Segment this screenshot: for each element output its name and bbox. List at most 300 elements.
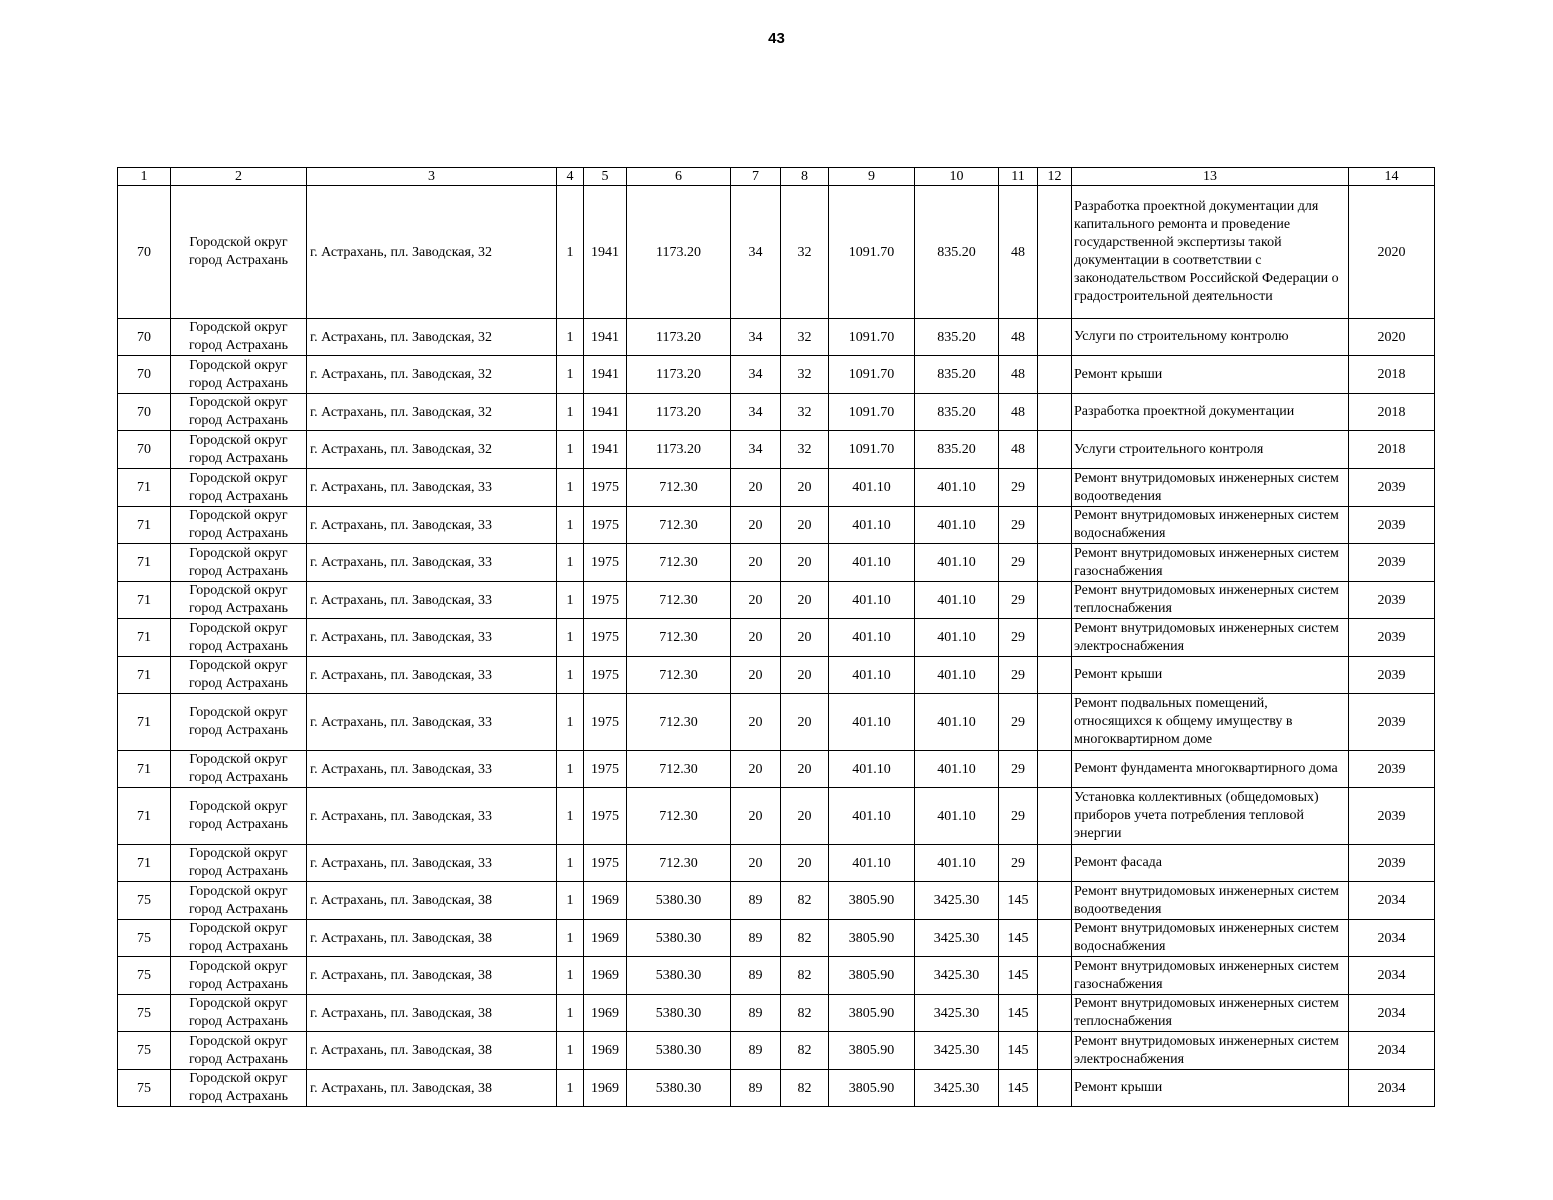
municipality-cell: Городской округ город Астрахань <box>171 1032 307 1070</box>
row-index-cell: 71 <box>118 507 171 544</box>
work-type-cell: Ремонт фасада <box>1072 845 1349 882</box>
total-area-cell: 5380.30 <box>627 882 731 920</box>
table-row <box>118 1032 1435 1070</box>
table-row <box>118 394 1435 431</box>
cell-4-cell: 1 <box>557 544 584 582</box>
address-cell: г. Астрахань, пл. Заводская, 33 <box>307 845 557 882</box>
planned-year-cell: 2034 <box>1349 1032 1435 1070</box>
cell-7-cell: 34 <box>731 319 781 356</box>
cell-8-cell: 20 <box>781 507 829 544</box>
municipality-cell: Городской округ город Астрахань <box>171 431 307 469</box>
cell-4-cell: 1 <box>557 845 584 882</box>
planned-year-cell: 2018 <box>1349 356 1435 394</box>
column-number-10: 10 <box>915 168 999 186</box>
area-9-cell: 3805.90 <box>829 1070 915 1107</box>
year-built-cell: 1975 <box>584 469 627 507</box>
planned-year-cell: 2034 <box>1349 882 1435 920</box>
residents-cell: 29 <box>999 507 1038 544</box>
municipality-cell: Городской округ город Астрахань <box>171 845 307 882</box>
year-built-cell: 1975 <box>584 657 627 694</box>
row-index-cell: 71 <box>118 619 171 657</box>
cell-12-cell <box>1038 319 1072 356</box>
cell-7-cell: 20 <box>731 544 781 582</box>
cell-7-cell: 89 <box>731 995 781 1032</box>
total-area-cell: 712.30 <box>627 507 731 544</box>
table-row <box>118 957 1435 995</box>
planned-year-cell: 2039 <box>1349 507 1435 544</box>
column-number-13: 13 <box>1072 168 1349 186</box>
cell-7-cell: 34 <box>731 186 781 319</box>
total-area-cell: 712.30 <box>627 582 731 619</box>
residents-cell: 48 <box>999 394 1038 431</box>
address-cell: г. Астрахань, пл. Заводская, 38 <box>307 995 557 1032</box>
year-built-cell: 1975 <box>584 582 627 619</box>
column-number-9: 9 <box>829 168 915 186</box>
address-cell: г. Астрахань, пл. Заводская, 33 <box>307 751 557 788</box>
cell-12-cell <box>1038 582 1072 619</box>
area-9-cell: 1091.70 <box>829 319 915 356</box>
total-area-cell: 1173.20 <box>627 431 731 469</box>
cell-7-cell: 20 <box>731 469 781 507</box>
cell-7-cell: 34 <box>731 356 781 394</box>
cell-4-cell: 1 <box>557 582 584 619</box>
residents-cell: 29 <box>999 788 1038 845</box>
work-type-cell: Услуги строительного контроля <box>1072 431 1349 469</box>
cell-4-cell: 1 <box>557 657 584 694</box>
area-10-cell: 835.20 <box>915 394 999 431</box>
municipality-cell: Городской округ город Астрахань <box>171 186 307 319</box>
cell-7-cell: 20 <box>731 582 781 619</box>
address-cell: г. Астрахань, пл. Заводская, 33 <box>307 544 557 582</box>
table-row <box>118 319 1435 356</box>
residents-cell: 48 <box>999 431 1038 469</box>
cell-12-cell <box>1038 1032 1072 1070</box>
year-built-cell: 1975 <box>584 788 627 845</box>
row-index-cell: 71 <box>118 751 171 788</box>
cell-8-cell: 32 <box>781 394 829 431</box>
cell-12-cell <box>1038 186 1072 319</box>
work-type-cell: Разработка проектной документации для капитального ремонта и проведение государственной экспертизы такой документации в соответствии с законодательством Российской Федерации о градостроительной деятельности <box>1072 186 1349 319</box>
row-index-cell: 75 <box>118 1032 171 1070</box>
work-type-cell: Ремонт внутридомовых инженерных систем водоотведения <box>1072 882 1349 920</box>
work-type-cell: Ремонт внутридомовых инженерных систем водоснабжения <box>1072 920 1349 957</box>
year-built-cell: 1969 <box>584 1070 627 1107</box>
work-type-cell: Ремонт внутридомовых инженерных систем теплоснабжения <box>1072 995 1349 1032</box>
cell-4-cell: 1 <box>557 431 584 469</box>
area-10-cell: 3425.30 <box>915 920 999 957</box>
cell-12-cell <box>1038 882 1072 920</box>
table-row <box>118 845 1435 882</box>
residents-cell: 29 <box>999 694 1038 751</box>
cell-4-cell: 1 <box>557 957 584 995</box>
cell-7-cell: 34 <box>731 394 781 431</box>
cell-4-cell: 1 <box>557 619 584 657</box>
area-10-cell: 401.10 <box>915 694 999 751</box>
planned-year-cell: 2039 <box>1349 788 1435 845</box>
residents-cell: 29 <box>999 751 1038 788</box>
row-index-cell: 71 <box>118 694 171 751</box>
cell-7-cell: 34 <box>731 431 781 469</box>
work-type-cell: Ремонт внутридомовых инженерных систем теплоснабжения <box>1072 582 1349 619</box>
work-type-cell: Ремонт внутридомовых инженерных систем водоотведения <box>1072 469 1349 507</box>
row-index-cell: 71 <box>118 788 171 845</box>
total-area-cell: 5380.30 <box>627 995 731 1032</box>
address-cell: г. Астрахань, пл. Заводская, 32 <box>307 186 557 319</box>
residents-cell: 29 <box>999 544 1038 582</box>
address-cell: г. Астрахань, пл. Заводская, 32 <box>307 431 557 469</box>
residents-cell: 48 <box>999 186 1038 319</box>
cell-8-cell: 82 <box>781 957 829 995</box>
work-type-cell: Ремонт крыши <box>1072 1070 1349 1107</box>
residents-cell: 29 <box>999 469 1038 507</box>
municipality-cell: Городской округ город Астрахань <box>171 544 307 582</box>
column-number-4: 4 <box>557 168 584 186</box>
cell-7-cell: 20 <box>731 751 781 788</box>
year-built-cell: 1975 <box>584 619 627 657</box>
repair-schedule-table <box>117 167 1435 1107</box>
address-cell: г. Астрахань, пл. Заводская, 32 <box>307 319 557 356</box>
cell-8-cell: 20 <box>781 619 829 657</box>
cell-12-cell <box>1038 788 1072 845</box>
cell-4-cell: 1 <box>557 1070 584 1107</box>
total-area-cell: 1173.20 <box>627 186 731 319</box>
area-9-cell: 401.10 <box>829 845 915 882</box>
row-index-cell: 75 <box>118 957 171 995</box>
cell-7-cell: 89 <box>731 882 781 920</box>
area-10-cell: 401.10 <box>915 507 999 544</box>
cell-4-cell: 1 <box>557 469 584 507</box>
residents-cell: 145 <box>999 1070 1038 1107</box>
planned-year-cell: 2039 <box>1349 845 1435 882</box>
row-index-cell: 75 <box>118 995 171 1032</box>
row-index-cell: 70 <box>118 186 171 319</box>
area-9-cell: 401.10 <box>829 469 915 507</box>
table-row <box>118 619 1435 657</box>
cell-12-cell <box>1038 751 1072 788</box>
area-9-cell: 1091.70 <box>829 186 915 319</box>
work-type-cell: Ремонт фундамента многоквартирного дома <box>1072 751 1349 788</box>
work-type-cell: Ремонт внутридомовых инженерных систем электроснабжения <box>1072 619 1349 657</box>
municipality-cell: Городской округ город Астрахань <box>171 507 307 544</box>
cell-8-cell: 32 <box>781 186 829 319</box>
work-type-cell: Разработка проектной документации <box>1072 394 1349 431</box>
cell-8-cell: 82 <box>781 1070 829 1107</box>
municipality-cell: Городской округ город Астрахань <box>171 751 307 788</box>
year-built-cell: 1969 <box>584 995 627 1032</box>
year-built-cell: 1941 <box>584 319 627 356</box>
work-type-cell: Ремонт внутридомовых инженерных систем газоснабжения <box>1072 957 1349 995</box>
area-10-cell: 401.10 <box>915 582 999 619</box>
cell-8-cell: 20 <box>781 544 829 582</box>
work-type-cell: Ремонт крыши <box>1072 356 1349 394</box>
municipality-cell: Городской округ город Астрахань <box>171 882 307 920</box>
cell-8-cell: 32 <box>781 356 829 394</box>
total-area-cell: 5380.30 <box>627 920 731 957</box>
cell-4-cell: 1 <box>557 920 584 957</box>
cell-4-cell: 1 <box>557 694 584 751</box>
cell-12-cell <box>1038 1070 1072 1107</box>
area-9-cell: 3805.90 <box>829 1032 915 1070</box>
table-header-row <box>118 168 1435 186</box>
total-area-cell: 1173.20 <box>627 394 731 431</box>
cell-8-cell: 20 <box>781 788 829 845</box>
area-9-cell: 3805.90 <box>829 995 915 1032</box>
table-row <box>118 788 1435 845</box>
cell-4-cell: 1 <box>557 995 584 1032</box>
year-built-cell: 1941 <box>584 431 627 469</box>
area-9-cell: 401.10 <box>829 544 915 582</box>
work-type-cell: Услуги по строительному контролю <box>1072 319 1349 356</box>
municipality-cell: Городской округ город Астрахань <box>171 582 307 619</box>
residents-cell: 48 <box>999 319 1038 356</box>
residents-cell: 29 <box>999 657 1038 694</box>
cell-8-cell: 20 <box>781 845 829 882</box>
area-10-cell: 3425.30 <box>915 1032 999 1070</box>
year-built-cell: 1969 <box>584 882 627 920</box>
cell-12-cell <box>1038 920 1072 957</box>
cell-12-cell <box>1038 507 1072 544</box>
area-10-cell: 835.20 <box>915 186 999 319</box>
cell-7-cell: 89 <box>731 1032 781 1070</box>
area-9-cell: 3805.90 <box>829 920 915 957</box>
area-9-cell: 401.10 <box>829 582 915 619</box>
planned-year-cell: 2018 <box>1349 394 1435 431</box>
address-cell: г. Астрахань, пл. Заводская, 33 <box>307 788 557 845</box>
area-9-cell: 401.10 <box>829 751 915 788</box>
year-built-cell: 1941 <box>584 394 627 431</box>
table-row <box>118 657 1435 694</box>
area-10-cell: 3425.30 <box>915 1070 999 1107</box>
planned-year-cell: 2034 <box>1349 957 1435 995</box>
address-cell: г. Астрахань, пл. Заводская, 33 <box>307 619 557 657</box>
area-9-cell: 401.10 <box>829 619 915 657</box>
area-9-cell: 401.10 <box>829 788 915 845</box>
cell-12-cell <box>1038 394 1072 431</box>
work-type-cell: Ремонт внутридомовых инженерных систем электроснабжения <box>1072 1032 1349 1070</box>
area-10-cell: 3425.30 <box>915 882 999 920</box>
total-area-cell: 712.30 <box>627 694 731 751</box>
year-built-cell: 1975 <box>584 751 627 788</box>
cell-12-cell <box>1038 657 1072 694</box>
table-row <box>118 469 1435 507</box>
municipality-cell: Городской округ город Астрахань <box>171 469 307 507</box>
work-type-cell: Установка коллективных (общедомовых) приборов учета потребления тепловой энергии <box>1072 788 1349 845</box>
address-cell: г. Астрахань, пл. Заводская, 32 <box>307 394 557 431</box>
residents-cell: 145 <box>999 957 1038 995</box>
cell-8-cell: 82 <box>781 1032 829 1070</box>
residents-cell: 145 <box>999 1032 1038 1070</box>
residents-cell: 145 <box>999 920 1038 957</box>
planned-year-cell: 2039 <box>1349 544 1435 582</box>
cell-7-cell: 20 <box>731 507 781 544</box>
planned-year-cell: 2039 <box>1349 694 1435 751</box>
area-10-cell: 3425.30 <box>915 957 999 995</box>
cell-8-cell: 82 <box>781 882 829 920</box>
total-area-cell: 712.30 <box>627 751 731 788</box>
year-built-cell: 1941 <box>584 356 627 394</box>
year-built-cell: 1941 <box>584 186 627 319</box>
cell-8-cell: 20 <box>781 657 829 694</box>
row-index-cell: 71 <box>118 845 171 882</box>
row-index-cell: 70 <box>118 319 171 356</box>
municipality-cell: Городской округ город Астрахань <box>171 619 307 657</box>
column-number-1: 1 <box>118 168 171 186</box>
column-number-6: 6 <box>627 168 731 186</box>
cell-4-cell: 1 <box>557 319 584 356</box>
total-area-cell: 712.30 <box>627 544 731 582</box>
cell-4-cell: 1 <box>557 788 584 845</box>
cell-7-cell: 20 <box>731 694 781 751</box>
area-10-cell: 401.10 <box>915 845 999 882</box>
address-cell: г. Астрахань, пл. Заводская, 38 <box>307 1032 557 1070</box>
cell-4-cell: 1 <box>557 394 584 431</box>
table-row <box>118 186 1435 319</box>
row-index-cell: 75 <box>118 920 171 957</box>
planned-year-cell: 2034 <box>1349 1070 1435 1107</box>
area-10-cell: 401.10 <box>915 751 999 788</box>
area-10-cell: 401.10 <box>915 788 999 845</box>
row-index-cell: 70 <box>118 431 171 469</box>
row-index-cell: 71 <box>118 544 171 582</box>
municipality-cell: Городской округ город Астрахань <box>171 394 307 431</box>
total-area-cell: 712.30 <box>627 619 731 657</box>
column-number-11: 11 <box>999 168 1038 186</box>
area-9-cell: 401.10 <box>829 657 915 694</box>
year-built-cell: 1975 <box>584 845 627 882</box>
work-type-cell: Ремонт крыши <box>1072 657 1349 694</box>
work-type-cell: Ремонт внутридомовых инженерных систем водоснабжения <box>1072 507 1349 544</box>
column-number-5: 5 <box>584 168 627 186</box>
cell-4-cell: 1 <box>557 507 584 544</box>
cell-4-cell: 1 <box>557 356 584 394</box>
column-number-7: 7 <box>731 168 781 186</box>
planned-year-cell: 2018 <box>1349 431 1435 469</box>
year-built-cell: 1975 <box>584 507 627 544</box>
year-built-cell: 1969 <box>584 920 627 957</box>
work-type-cell: Ремонт внутридомовых инженерных систем газоснабжения <box>1072 544 1349 582</box>
area-9-cell: 3805.90 <box>829 882 915 920</box>
page-number: 43 <box>768 30 785 47</box>
municipality-cell: Городской округ город Астрахань <box>171 1070 307 1107</box>
address-cell: г. Астрахань, пл. Заводская, 33 <box>307 582 557 619</box>
address-cell: г. Астрахань, пл. Заводская, 33 <box>307 469 557 507</box>
table-row <box>118 751 1435 788</box>
column-number-14: 14 <box>1349 168 1435 186</box>
row-index-cell: 71 <box>118 469 171 507</box>
column-number-12: 12 <box>1038 168 1072 186</box>
address-cell: г. Астрахань, пл. Заводская, 33 <box>307 507 557 544</box>
planned-year-cell: 2039 <box>1349 469 1435 507</box>
cell-12-cell <box>1038 431 1072 469</box>
area-9-cell: 3805.90 <box>829 957 915 995</box>
table-row <box>118 431 1435 469</box>
cell-12-cell <box>1038 957 1072 995</box>
residents-cell: 29 <box>999 619 1038 657</box>
cell-12-cell <box>1038 845 1072 882</box>
cell-8-cell: 82 <box>781 995 829 1032</box>
work-type-cell: Ремонт подвальных помещений, относящихся к общему имуществу в многоквартирном доме <box>1072 694 1349 751</box>
planned-year-cell: 2039 <box>1349 619 1435 657</box>
area-10-cell: 401.10 <box>915 469 999 507</box>
cell-12-cell <box>1038 995 1072 1032</box>
area-10-cell: 3425.30 <box>915 995 999 1032</box>
planned-year-cell: 2039 <box>1349 582 1435 619</box>
total-area-cell: 1173.20 <box>627 319 731 356</box>
area-10-cell: 401.10 <box>915 619 999 657</box>
year-built-cell: 1975 <box>584 544 627 582</box>
address-cell: г. Астрахань, пл. Заводская, 38 <box>307 882 557 920</box>
row-index-cell: 71 <box>118 582 171 619</box>
address-cell: г. Астрахань, пл. Заводская, 38 <box>307 957 557 995</box>
address-cell: г. Астрахань, пл. Заводская, 38 <box>307 1070 557 1107</box>
row-index-cell: 71 <box>118 657 171 694</box>
municipality-cell: Городской округ город Астрахань <box>171 657 307 694</box>
municipality-cell: Городской округ город Астрахань <box>171 920 307 957</box>
residents-cell: 145 <box>999 995 1038 1032</box>
residents-cell: 29 <box>999 845 1038 882</box>
table-row <box>118 995 1435 1032</box>
cell-8-cell: 32 <box>781 319 829 356</box>
table-row <box>118 356 1435 394</box>
cell-8-cell: 20 <box>781 694 829 751</box>
row-index-cell: 70 <box>118 394 171 431</box>
planned-year-cell: 2034 <box>1349 920 1435 957</box>
cell-12-cell <box>1038 694 1072 751</box>
cell-12-cell <box>1038 356 1072 394</box>
cell-8-cell: 20 <box>781 469 829 507</box>
area-9-cell: 1091.70 <box>829 431 915 469</box>
row-index-cell: 75 <box>118 1070 171 1107</box>
row-index-cell: 75 <box>118 882 171 920</box>
total-area-cell: 5380.30 <box>627 1032 731 1070</box>
cell-12-cell <box>1038 469 1072 507</box>
column-number-3: 3 <box>307 168 557 186</box>
area-9-cell: 401.10 <box>829 694 915 751</box>
cell-4-cell: 1 <box>557 751 584 788</box>
total-area-cell: 712.30 <box>627 788 731 845</box>
table-row <box>118 1070 1435 1107</box>
cell-7-cell: 20 <box>731 657 781 694</box>
planned-year-cell: 2020 <box>1349 319 1435 356</box>
cell-4-cell: 1 <box>557 1032 584 1070</box>
cell-7-cell: 20 <box>731 619 781 657</box>
municipality-cell: Городской округ город Астрахань <box>171 788 307 845</box>
cell-7-cell: 20 <box>731 788 781 845</box>
row-index-cell: 70 <box>118 356 171 394</box>
municipality-cell: Городской округ город Астрахань <box>171 319 307 356</box>
column-number-2: 2 <box>171 168 307 186</box>
address-cell: г. Астрахань, пл. Заводская, 33 <box>307 657 557 694</box>
total-area-cell: 5380.30 <box>627 1070 731 1107</box>
area-9-cell: 401.10 <box>829 507 915 544</box>
total-area-cell: 712.30 <box>627 845 731 882</box>
planned-year-cell: 2039 <box>1349 751 1435 788</box>
cell-8-cell: 82 <box>781 920 829 957</box>
table-row <box>118 582 1435 619</box>
area-10-cell: 835.20 <box>915 319 999 356</box>
total-area-cell: 5380.30 <box>627 957 731 995</box>
cell-7-cell: 89 <box>731 920 781 957</box>
table-row <box>118 544 1435 582</box>
cell-8-cell: 32 <box>781 431 829 469</box>
column-number-8: 8 <box>781 168 829 186</box>
planned-year-cell: 2034 <box>1349 995 1435 1032</box>
area-10-cell: 401.10 <box>915 657 999 694</box>
year-built-cell: 1969 <box>584 1032 627 1070</box>
total-area-cell: 1173.20 <box>627 356 731 394</box>
table-row <box>118 920 1435 957</box>
cell-7-cell: 89 <box>731 1070 781 1107</box>
